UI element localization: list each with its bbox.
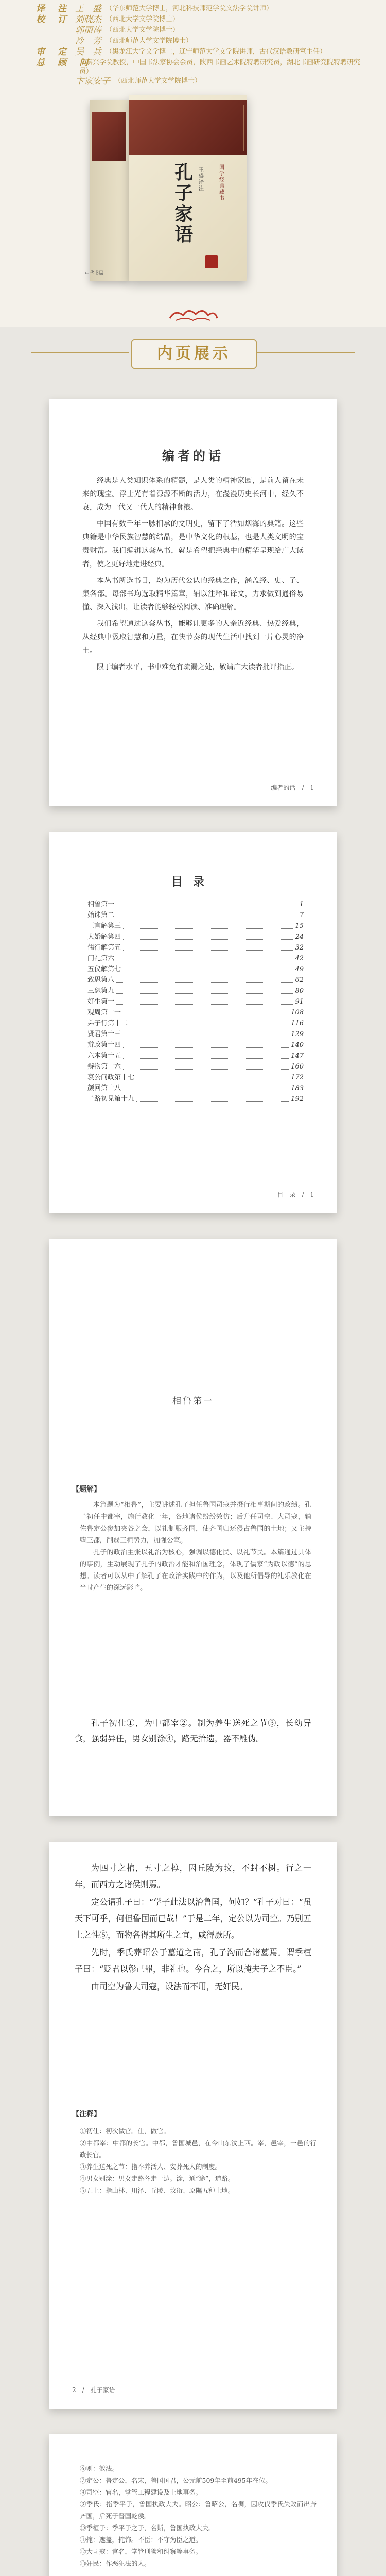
credit-desc: （西北大学文学院博士） bbox=[106, 26, 180, 34]
book-subtitle: 王盛译注 bbox=[199, 167, 204, 192]
toc-item-title: 辩政第十四 bbox=[87, 1041, 121, 1049]
note: ③养生送死之节：指奉养活人、安葬死人的制度。 bbox=[80, 2163, 222, 2171]
paragraph: 孔子初仕①，为中都宰②。制为养生送死之节③，长幼异食，强弱异任，男女别涂④，路无拾遗，器不雕伪。 bbox=[75, 1718, 311, 1743]
toc-item-page: 62 bbox=[295, 976, 304, 984]
credit-desc: （西北大学文学院博士） bbox=[106, 15, 180, 23]
toc-item bbox=[87, 1029, 304, 1040]
toc-leader bbox=[123, 1047, 289, 1048]
note: ⑬奸民：作恶犯法的人。 bbox=[80, 2560, 151, 2567]
toc-leader bbox=[116, 1004, 293, 1005]
notes-list bbox=[80, 2463, 317, 2569]
note: ⑪掩：遮盖，掩饰。不臣：不守为臣之道。 bbox=[80, 2536, 202, 2544]
paragraph: 中国有数千年一脉相承的文明史，留下了浩如烟海的典籍。这些典籍是中华民族智慧的结晶，是中华文化的根基，也是人类文明的宝贵财富。我们编辑这套丛书，就是希望把经典中的精华呈现给广大读者，使之更好地走进经典。 bbox=[82, 520, 304, 568]
toc-item-title: 王言解第三 bbox=[87, 922, 121, 930]
toc-item-title: 贤君第十三 bbox=[87, 1030, 121, 1038]
toc-item-page: 147 bbox=[291, 1052, 304, 1060]
seal-icon bbox=[205, 255, 218, 268]
credit-desc: （西北师范大学文学院博士） bbox=[106, 37, 193, 45]
toc-item-page: 32 bbox=[295, 944, 304, 952]
section-title-box bbox=[131, 339, 257, 369]
inner-page-toc bbox=[49, 832, 337, 1213]
credit-row bbox=[36, 37, 365, 46]
paragraph: 定公谓孔子曰：“学子此法以治鲁国，何如？”孔子对曰：“虽天下可乎，何但鲁国而已哉！”于是二年，定公以为司空。乃别五土之性⑤，而物各得其所生之宜，咸得厥所。 bbox=[75, 1897, 311, 1940]
toc-item-page: 183 bbox=[291, 1084, 304, 1092]
note: ②中都宰：中都的长官。中都，鲁国城邑，在今山东汶上西。宰，邑宰，一邑的行政长官。 bbox=[80, 2139, 317, 2159]
toc-item bbox=[87, 953, 304, 964]
toc-item bbox=[87, 986, 304, 996]
toc-item bbox=[87, 910, 304, 921]
toc-item bbox=[87, 921, 304, 931]
inner-page-text-notes bbox=[49, 1842, 337, 2409]
credit-desc: （黑龙江大学文学博士，辽宁师范大学文学院讲师，古代汉语教研室主任） bbox=[106, 48, 327, 56]
toc-leader bbox=[123, 928, 293, 929]
credit-desc: （西北师范大学文学院博士） bbox=[114, 77, 202, 85]
toc-item-title: 好生第十 bbox=[87, 998, 115, 1006]
credit-row bbox=[36, 4, 365, 14]
toc-item-page: 192 bbox=[291, 1095, 304, 1103]
page-body bbox=[82, 474, 304, 677]
toc-item-title: 颜回第十八 bbox=[87, 1084, 121, 1092]
toc-leader bbox=[116, 993, 293, 994]
toc-item-title: 致思第八 bbox=[87, 976, 115, 984]
section-header bbox=[0, 330, 386, 376]
toc-item-page: 160 bbox=[291, 1063, 304, 1071]
credit-row bbox=[36, 58, 365, 76]
inner-page-preface bbox=[49, 399, 337, 806]
chapter-title: 相鲁第一 bbox=[172, 1396, 214, 1406]
cloud-ornament-icon bbox=[165, 305, 221, 325]
book-spine bbox=[90, 100, 129, 281]
divider-right bbox=[257, 352, 355, 353]
paragraph: 由司空为鲁大司寇，设法而不用，无奸民。 bbox=[91, 1981, 248, 1991]
toc-item bbox=[87, 996, 304, 1007]
toc-leader bbox=[123, 1058, 289, 1059]
credit-name: 冷 芳 bbox=[75, 36, 101, 46]
paragraph: 本丛书所选书目，均为历代公认的经典之作，涵盖经、史、子、集各部。每部书均选取精华篇章，辅以注释和译文，力求做到通俗易懂、深入浅出，让读者能够轻松阅读、准确理解。 bbox=[82, 577, 304, 612]
hero-section bbox=[0, 0, 386, 327]
chapter-intro bbox=[80, 1499, 311, 1594]
note: ⑩季桓子：季平子之子，名斯，鲁国执政大夫。 bbox=[80, 2524, 215, 2532]
section-label: 【题解】 bbox=[72, 1485, 101, 1494]
toc-item-page: 108 bbox=[291, 1009, 304, 1016]
credit-role: 总 顾 问 bbox=[36, 58, 90, 68]
toc-item-page: 7 bbox=[299, 911, 304, 919]
paragraph: 我们希望通过这套丛书，能够让更多的人亲近经典、热爱经典，从经典中汲取智慧和力量，在快节奏的现代生活中找到一片心灵的净土。 bbox=[82, 620, 304, 655]
paragraph: 孔子的政治主张以礼治为核心，强调以德化民、以礼节民。本篇通过具体的事例，生动展现了孔子的政治才能和治国理念，体现了儒家“为政以德”的思想。读者可以从中了解孔子在政治实践中的作为，以及他所倡导的礼乐教化在当时产生的深远影响。 bbox=[80, 1549, 311, 1592]
toc-item-title: 大婚解第四 bbox=[87, 933, 121, 941]
toc-item bbox=[87, 1050, 304, 1061]
toc-item bbox=[87, 1094, 304, 1105]
toc-item bbox=[87, 1007, 304, 1018]
toc-list bbox=[87, 899, 304, 1105]
toc-item-page: 24 bbox=[295, 933, 304, 941]
toc-item-page: 129 bbox=[291, 1030, 304, 1038]
toc-item bbox=[87, 1040, 304, 1050]
toc-item bbox=[87, 1018, 304, 1029]
credits-list bbox=[36, 3, 365, 88]
page-footer: 编者的话 / 1 bbox=[271, 784, 314, 791]
toc-item-title: 六本第十五 bbox=[87, 1052, 121, 1060]
notes-list bbox=[80, 2125, 317, 2196]
credit-row bbox=[36, 77, 365, 87]
original-text bbox=[75, 1860, 311, 1996]
credit-name: 郭丽涛 bbox=[75, 25, 101, 36]
toc-item bbox=[87, 1072, 304, 1083]
original-text bbox=[75, 1716, 311, 1747]
toc-item-title: 始诛第二 bbox=[87, 911, 115, 919]
book-cover bbox=[129, 95, 247, 281]
note: ④男女别涂：男女走路各走一边。涂，通“途”，道路。 bbox=[80, 2175, 235, 2182]
toc-item bbox=[87, 942, 304, 953]
toc-item-title: 观周第十一 bbox=[87, 1009, 121, 1016]
credit-role: 译 注 bbox=[36, 4, 68, 14]
toc-leader bbox=[123, 950, 293, 951]
book-publisher: 中华书局 bbox=[85, 271, 104, 276]
toc-item-title: 弟子行第十二 bbox=[87, 1020, 128, 1027]
toc-item-title: 相鲁第一 bbox=[87, 901, 115, 908]
toc-item-page: 42 bbox=[295, 955, 304, 962]
section-label: 【注释】 bbox=[72, 2110, 101, 2119]
toc-item-title: 哀公问政第十七 bbox=[87, 1074, 135, 1081]
toc-item-title: 五仪解第七 bbox=[87, 965, 121, 973]
credit-row bbox=[36, 15, 365, 25]
credit-name: 卞家安子 bbox=[75, 76, 110, 87]
toc-item-title: 三恕第九 bbox=[87, 987, 115, 995]
credit-row bbox=[36, 47, 365, 57]
paragraph: 经典是人类知识体系的精髓，是人类的精神家园，是前人留在未来的瑰宝。浮士光有着源源不断的活力，在漫漫历史长河中，经久不衰，成为一代又一代人的精神食粮。 bbox=[82, 477, 304, 512]
book-image bbox=[80, 95, 301, 291]
toc-item-page: 1 bbox=[299, 901, 304, 908]
toc-item-page: 172 bbox=[291, 1074, 304, 1081]
inner-page-chapter-start bbox=[49, 1239, 337, 1816]
toc-item-title: 问礼第六 bbox=[87, 955, 115, 962]
toc-leader bbox=[136, 1101, 289, 1102]
note: ⑦定公：鲁定公，名宋，鲁国国君，公元前509年至前495年在位。 bbox=[80, 2477, 272, 2484]
section-title: 内页展示 bbox=[157, 345, 231, 363]
toc-item-page: 116 bbox=[291, 1020, 304, 1027]
toc-item-page: 91 bbox=[295, 998, 304, 1006]
note: ⑫大司寇：官名，掌管刑狱和纠察等事务。 bbox=[80, 2548, 202, 2555]
book-title: 孔子家语 bbox=[174, 162, 193, 245]
credit-desc: （华东师范大学博士，河北科技师范学院文法学院讲师） bbox=[106, 5, 273, 12]
toc-leader bbox=[123, 1069, 289, 1070]
credit-role: 审 定 bbox=[36, 47, 68, 57]
page-footer: 2 / 孔子家语 bbox=[72, 2386, 115, 2394]
credit-name: 吴 兵 bbox=[75, 47, 101, 57]
credit-name: 王 盛 bbox=[75, 4, 101, 14]
toc-leader bbox=[116, 982, 293, 983]
toc-item-page: 140 bbox=[291, 1041, 304, 1049]
spine-band bbox=[92, 112, 126, 161]
paragraph: 先时，季氏葬昭公于墓道之南，孔子沟而合诸墓焉。谓季桓子曰：“贬君以彰己罪，非礼也。今合之，所以掩夫子之不臣。” bbox=[75, 1947, 311, 1974]
toc-item-title: 儒行解第五 bbox=[87, 944, 121, 952]
cover-band bbox=[129, 100, 247, 155]
note: ⑤五土：指山林、川泽、丘陵、坟衍、原隰五种土地。 bbox=[80, 2187, 235, 2194]
paragraph: 为四寸之棺，五寸之椁，因丘陵为坟，不封不树。行之一年，而西方之诸侯则焉。 bbox=[75, 1863, 311, 1889]
toc-item bbox=[87, 964, 304, 975]
credit-name: 刘晓杰 bbox=[75, 14, 101, 25]
credit-desc: （嘉兴学院教授，中国书法家协会会员，陕西书画艺术院特聘研究员，湖北书画研究院特聘研究员） bbox=[79, 59, 361, 75]
book-series: 国学经典藏书 bbox=[219, 165, 224, 201]
toc-item-page: 80 bbox=[295, 987, 304, 995]
toc-leader bbox=[123, 939, 293, 940]
paragraph: 本篇题为“相鲁”，主要讲述孔子担任鲁国司寇并摄行相事期间的政绩。孔子初任中都宰，施行教化一年，各地诸侯纷纷效仿；后升任司空、大司寇，辅佐鲁定公参加夹谷之会，以礼制服齐国，使齐国归还侵占鲁国的土地；又主持堕三都，削弱三桓势力，加强公室。 bbox=[80, 1501, 311, 1545]
toc-item bbox=[87, 1083, 304, 1094]
page-title: 编者的话 bbox=[162, 448, 224, 463]
toc-item-page: 49 bbox=[295, 965, 304, 973]
cover-band-frame bbox=[133, 105, 244, 151]
credit-role: 校 订 bbox=[36, 14, 68, 25]
note: ①初仕：初次做官。仕，做官。 bbox=[80, 2127, 170, 2135]
note: ⑥则：效法。 bbox=[80, 2465, 119, 2472]
inner-page-notes-translation bbox=[49, 2434, 337, 2576]
toc-item bbox=[87, 975, 304, 986]
divider-left bbox=[31, 352, 129, 353]
paragraph: 限于编者水平，书中难免有疏漏之处，敬请广大读者批评指正。 bbox=[97, 663, 299, 671]
toc-item-title: 辩物第十六 bbox=[87, 1063, 121, 1071]
note: ⑧司空：官名，掌管工程建设及土地事务。 bbox=[80, 2488, 202, 2496]
toc-item-title: 子路初见第十九 bbox=[87, 1095, 135, 1103]
page-title: 目录 bbox=[171, 875, 215, 889]
toc-item-page: 15 bbox=[295, 922, 304, 930]
page-footer: 目 录 / 1 bbox=[277, 1191, 314, 1198]
toc-item bbox=[87, 1061, 304, 1072]
credit-row bbox=[36, 26, 365, 36]
note: ⑨季氏：指季平子，鲁国执政大夫。昭公：鲁昭公，名裯，因攻伐季氏失败而出奔齐国，后死于晋国乾侯。 bbox=[80, 2500, 317, 2520]
toc-item bbox=[87, 931, 304, 942]
toc-item bbox=[87, 899, 304, 910]
